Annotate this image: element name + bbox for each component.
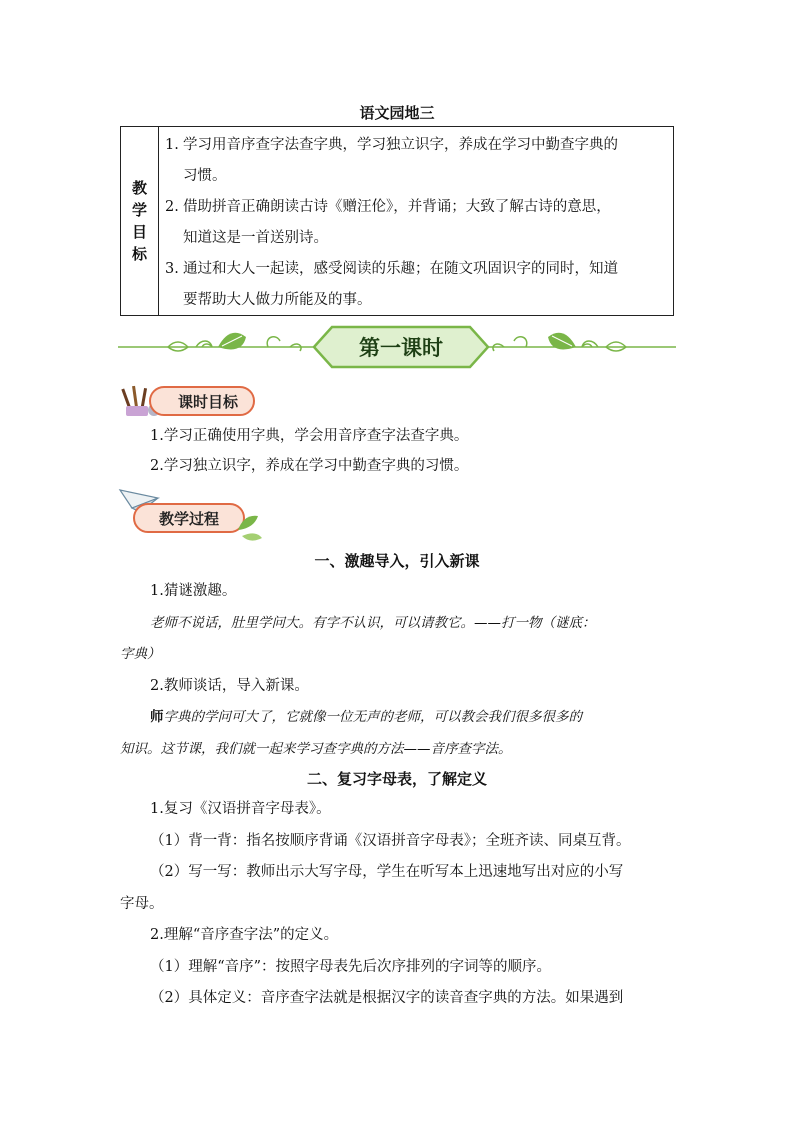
page-title: 语文园地三	[359, 104, 435, 122]
side-char: 教	[131, 179, 147, 197]
teacher-speech-line	[150, 707, 582, 727]
section-title: 一、激趣导入，引入新课	[314, 552, 480, 570]
section-line: 字母。	[120, 896, 164, 912]
section-line: （2）写一写：教师出示大写字母，学生在听写本上迅速地写出对应的小写	[150, 864, 624, 880]
teacher-speech: 字典的学问可大了，它就像一位无声的老师，可以教会我们很多很多的	[163, 709, 582, 725]
section-line: 字典）	[120, 646, 161, 662]
goals-side-label	[121, 127, 159, 315]
section-line: 1.猜谜激趣。	[150, 583, 237, 599]
badge-label: 教学过程	[158, 510, 220, 528]
goal-line: 学习用音序查字法查字典，学习独立识字，养成在学习中勤查字典的	[183, 137, 618, 153]
goal-item	[165, 192, 667, 254]
teaching-process-badge	[118, 486, 264, 542]
lesson-banner	[118, 320, 676, 374]
goal-number: 3.	[165, 261, 179, 277]
section-line: （1）背一背：指名按顺序背诵《汉语拼音字母表》；全班齐读、同桌互背。	[150, 833, 631, 849]
badge-label: 课时目标	[177, 393, 239, 411]
goal-line: 借助拼音正确朗读古诗《赠汪伦》，并背诵；大致了解古诗的意思，	[183, 199, 611, 215]
goal-line: 知道这是一首送别诗。	[183, 230, 328, 246]
lesson-goal-badge	[120, 382, 260, 420]
banner-label: 第一课时	[359, 336, 443, 360]
section-line: 2.理解“音序查字法”的定义。	[150, 927, 339, 943]
goal-item	[165, 254, 667, 316]
side-char: 学	[131, 201, 147, 219]
side-char: 目	[131, 223, 147, 241]
goals-body	[159, 127, 673, 315]
section-title: 二、复习字母表，了解定义	[306, 770, 487, 788]
goal-line: 习惯。	[183, 168, 227, 184]
vine-right-decoration	[476, 337, 676, 351]
lesson-goal-line: 1.学习正确使用字典，学会用音序查字法查字典。	[150, 428, 469, 444]
goal-number: 1.	[165, 137, 179, 153]
teacher-label: 师	[150, 709, 164, 725]
section-line: 知识。这节课，我们就一起来学习查字典的方法——音序查字法。	[120, 741, 512, 757]
section-line: （1）理解“音序”：按照字母表先后次序排列的字词等的顺序。	[150, 959, 552, 975]
section-line: 2.教师谈话，导入新课。	[150, 678, 309, 694]
side-char: 标	[131, 245, 147, 263]
vine-left-decoration	[118, 337, 318, 351]
teaching-goals-table	[120, 126, 674, 316]
goal-item	[165, 130, 667, 192]
section-line: 老师不说话，肚里学问大。有字不认识，可以请教它。——打一物（谜底：	[150, 615, 596, 631]
goal-number: 2.	[165, 199, 179, 215]
lesson-goal-line: 2.学习独立识字，养成在学习中勤查字典的习惯。	[150, 458, 469, 474]
section-line: 1.复习《汉语拼音字母表》。	[150, 801, 331, 817]
goal-line: 要帮助大人做力所能及的事。	[183, 292, 372, 308]
goal-line: 通过和大人一起读，感受阅读的乐趣；在随文巩固识字的同时，知道	[183, 261, 618, 277]
section-line: （2）具体定义：音序查字法就是根据汉字的读音查字典的方法。如果遇到	[150, 990, 624, 1006]
